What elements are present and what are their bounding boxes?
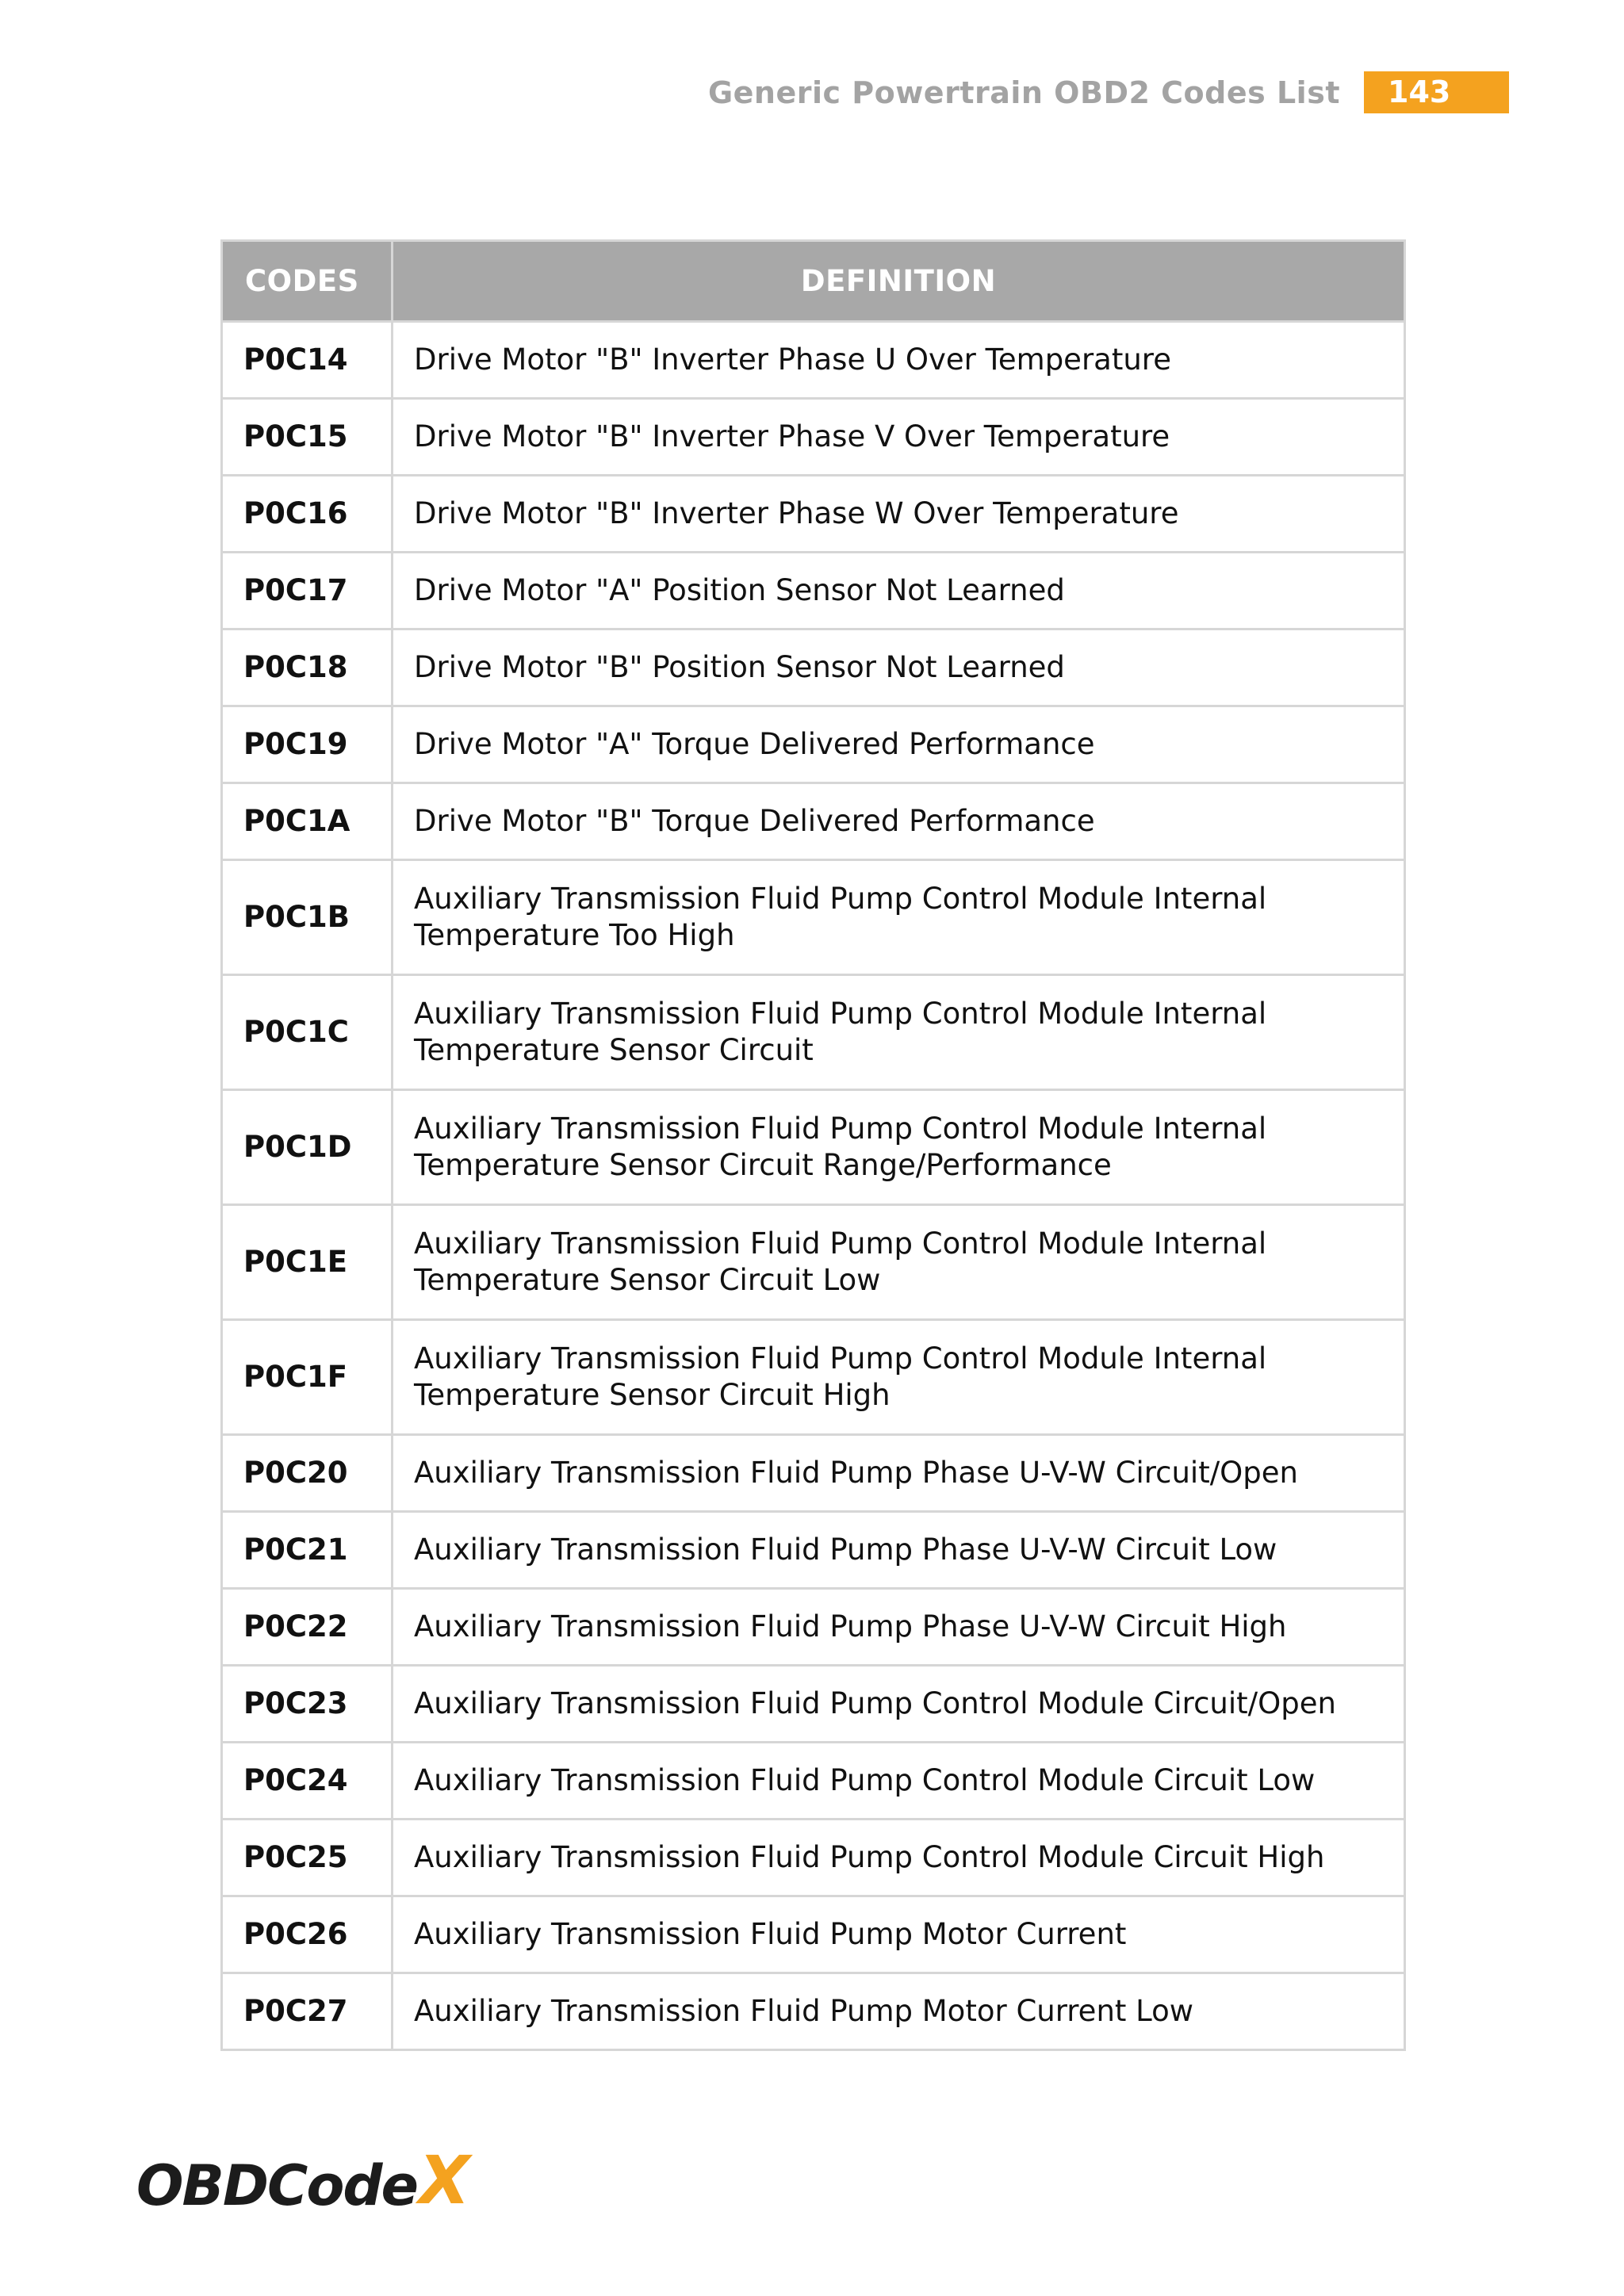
- table-row: [222, 975, 1405, 1090]
- code-cell: P0C1D: [222, 1090, 393, 1205]
- definition-cell: Drive Motor "B" Inverter Phase V Over Temperature: [393, 399, 1405, 476]
- definition-cell: Auxiliary Transmission Fluid Pump Phase U-V-W Circuit High: [393, 1589, 1405, 1666]
- code-cell: P0C15: [222, 399, 393, 476]
- code-cell: P0C21: [222, 1512, 393, 1589]
- table-row: [222, 1896, 1405, 1973]
- codes-table: [220, 239, 1406, 2051]
- code-cell: P0C22: [222, 1589, 393, 1666]
- obdcodex-logo: [136, 2141, 469, 2219]
- table-row: [222, 322, 1405, 399]
- code-cell: P0C26: [222, 1896, 393, 1973]
- table-row: [222, 1666, 1405, 1743]
- definition-cell: Auxiliary Transmission Fluid Pump Control Module Internal Temperature Sensor Circuit Low: [393, 1205, 1405, 1320]
- definition-cell: Auxiliary Transmission Fluid Pump Control Module Circuit Low: [393, 1743, 1405, 1820]
- table-row: [222, 629, 1405, 706]
- code-cell: P0C27: [222, 1973, 393, 2050]
- definition-cell: Auxiliary Transmission Fluid Pump Phase U-V-W Circuit/Open: [393, 1435, 1405, 1512]
- definition-cell: Drive Motor "B" Position Sensor Not Learned: [393, 629, 1405, 706]
- definition-cell: Auxiliary Transmission Fluid Pump Control Module Internal Temperature Sensor Circuit Range/Performance: [393, 1090, 1405, 1205]
- code-cell: P0C18: [222, 629, 393, 706]
- table-row: [222, 1973, 1405, 2050]
- table-row: [222, 1090, 1405, 1205]
- table-row: [222, 476, 1405, 553]
- code-cell: P0C1F: [222, 1320, 393, 1435]
- definition-cell: Auxiliary Transmission Fluid Pump Phase U-V-W Circuit Low: [393, 1512, 1405, 1589]
- code-cell: P0C14: [222, 322, 393, 399]
- code-cell: P0C1B: [222, 860, 393, 975]
- definition-cell: Auxiliary Transmission Fluid Pump Control Module Circuit/Open: [393, 1666, 1405, 1743]
- code-cell: P0C1C: [222, 975, 393, 1090]
- definition-cell: Auxiliary Transmission Fluid Pump Control Module Internal Temperature Sensor Circuit: [393, 975, 1405, 1090]
- code-cell: P0C24: [222, 1743, 393, 1820]
- table-row: [222, 1435, 1405, 1512]
- definition-cell: Auxiliary Transmission Fluid Pump Control Module Circuit High: [393, 1820, 1405, 1896]
- table-row: [222, 399, 1405, 476]
- code-cell: P0C19: [222, 706, 393, 783]
- page-header: [708, 71, 1509, 113]
- table-row: [222, 783, 1405, 860]
- table-row: [222, 553, 1405, 629]
- definition-cell: Auxiliary Transmission Fluid Pump Motor Current: [393, 1896, 1405, 1973]
- code-cell: P0C1A: [222, 783, 393, 860]
- table-row: [222, 1320, 1405, 1435]
- definition-column-header: DEFINITION: [393, 241, 1405, 322]
- table-row: [222, 860, 1405, 975]
- code-cell: P0C1E: [222, 1205, 393, 1320]
- table-row: [222, 1512, 1405, 1589]
- definition-cell: Auxiliary Transmission Fluid Pump Motor Current Low: [393, 1973, 1405, 2050]
- code-cell: P0C16: [222, 476, 393, 553]
- code-cell: P0C25: [222, 1820, 393, 1896]
- definition-cell: Auxiliary Transmission Fluid Pump Control Module Internal Temperature Sensor Circuit High: [393, 1320, 1405, 1435]
- table-header-row: [222, 241, 1405, 322]
- table-row: [222, 1205, 1405, 1320]
- header-title: Generic Powertrain OBD2 Codes List: [707, 75, 1340, 110]
- code-cell: P0C20: [222, 1435, 393, 1512]
- definition-cell: Drive Motor "A" Torque Delivered Performance: [393, 706, 1405, 783]
- code-cell: P0C23: [222, 1666, 393, 1743]
- definition-cell: Drive Motor "A" Position Sensor Not Learned: [393, 553, 1405, 629]
- code-cell: P0C17: [222, 553, 393, 629]
- definition-cell: Drive Motor "B" Torque Delivered Performance: [393, 783, 1405, 860]
- table-row: [222, 1743, 1405, 1820]
- table-row: [222, 1820, 1405, 1896]
- logo-accent-x: X: [419, 2141, 469, 2219]
- codes-column-header: CODES: [222, 241, 393, 322]
- table-row: [222, 1589, 1405, 1666]
- definition-cell: Drive Motor "B" Inverter Phase U Over Temperature: [393, 322, 1405, 399]
- page-number-badge: 143: [1364, 71, 1509, 113]
- table-row: [222, 706, 1405, 783]
- definition-cell: Auxiliary Transmission Fluid Pump Control Module Internal Temperature Too High: [393, 860, 1405, 975]
- logo-main-text: OBDCode: [136, 2153, 418, 2218]
- definition-cell: Drive Motor "B" Inverter Phase W Over Temperature: [393, 476, 1405, 553]
